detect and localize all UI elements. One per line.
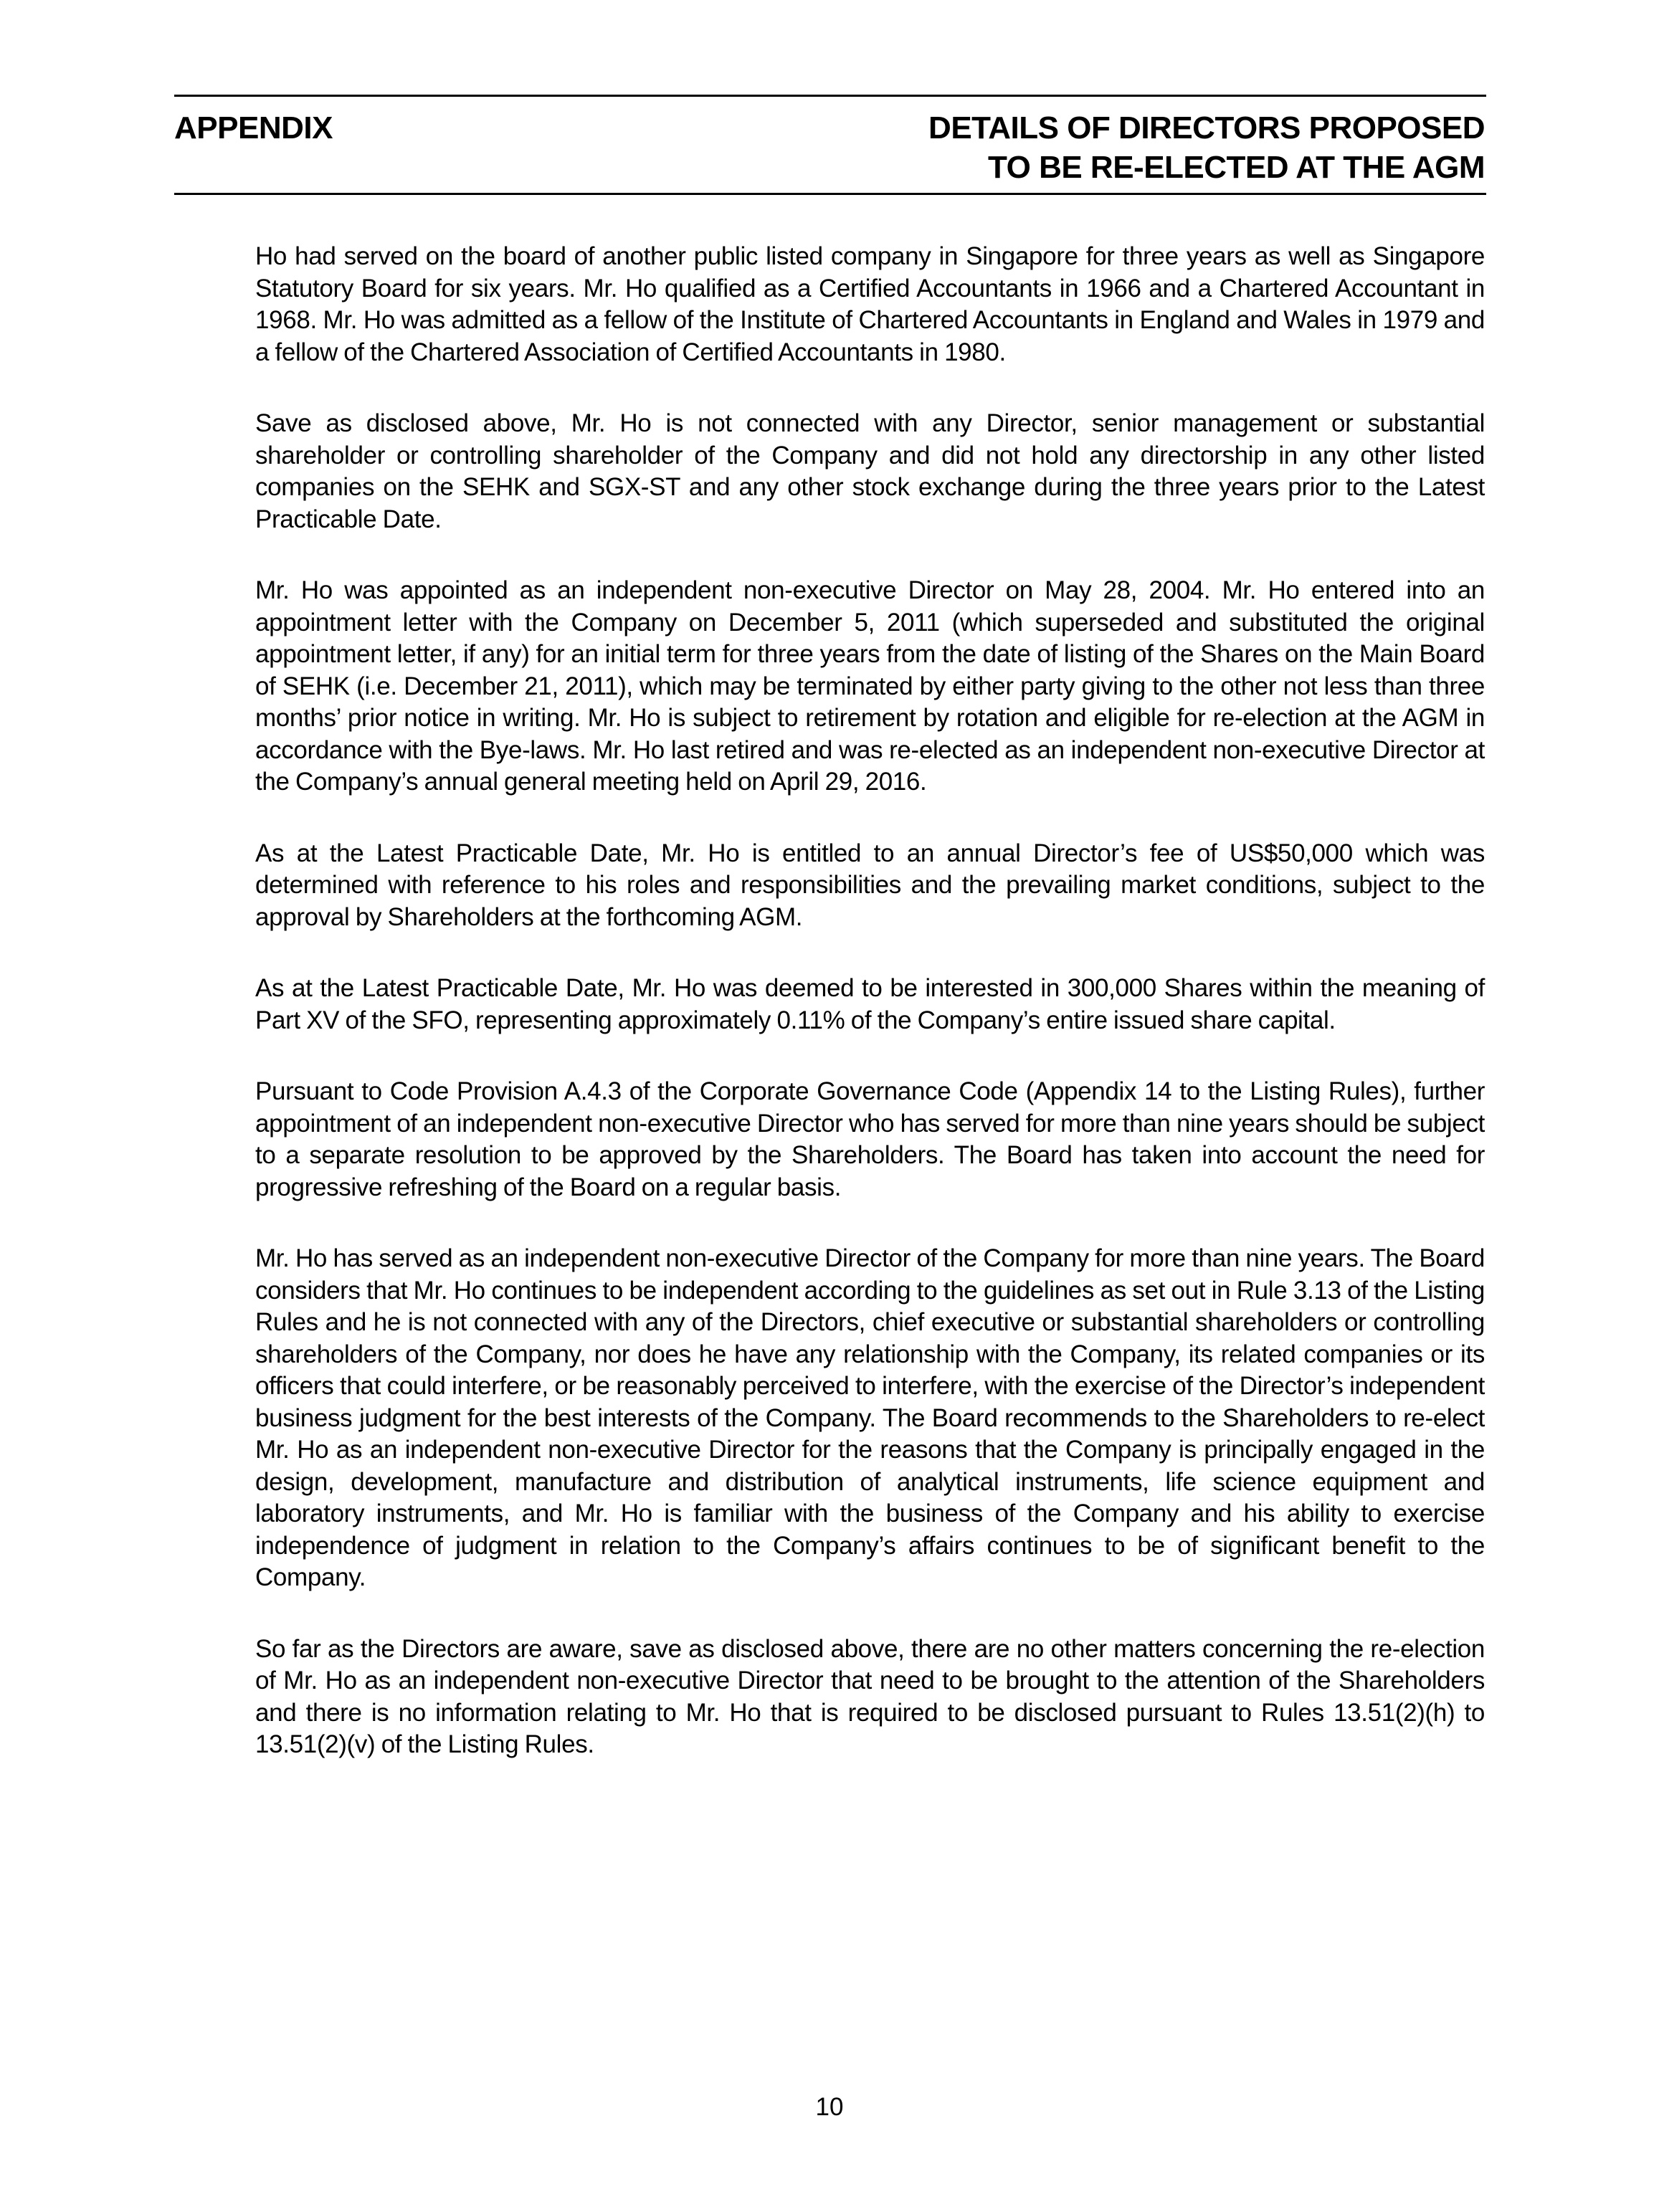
page-number: 10 bbox=[815, 2093, 844, 2121]
section-title-line-1: DETAILS OF DIRECTORS PROPOSED bbox=[928, 110, 1485, 146]
paragraph-connections-disclosure: Save as disclosed above, Mr. Ho is not connected with any Director, senior management or substantial shareholder or controlling shareholder of the Company and did not hold any directorship in any other listed companies on the SEHK and SGX-ST and any other stock exchange during the three years prior to the Latest Practicable Date. bbox=[255, 409, 1485, 533]
paragraph-independence-recommendation: Mr. Ho has served as an independent non-executive Director of the Company for more than nine years. The Board considers that Mr. Ho continues to be independent according to the guidelines as set out in Rule 3.13 of the Listing Rules and he is not connected with any of the Directors, chief executive or substantial shareholders or controlling shareholders of the Company, nor does he have any relationship with the Company, its related companies or its officers that could interfere, or be reasonably perceived to interfere, with the exercise of the Director’s independent business judgment for the best interests of the Company. The Board recommends to the Shareholders to re-elect Mr. Ho as an independent non-executive Director for the reasons that the Company is principally engaged in the design, development, manufacture and distribution of analytical instruments, life science equipment and laboratory instruments, and Mr. Ho is familiar with the business of the Company and his ability to exercise independence of judgment in relation to the Company’s affairs continues to be of significant benefit to the Company. bbox=[255, 1244, 1485, 1591]
paragraph-other-matters: So far as the Directors are aware, save as disclosed above, there are no other matters concerning the re-election of Mr. Ho as an independent non-executive Director that need to be brought to the attention of the Shareholders and there is no information relating to Mr. Ho that is required to be disclosed pursuant to Rules 13.51(2)(h) to 13.51(2)(v) of the Listing Rules. bbox=[255, 1634, 1485, 1758]
paragraph-prior-experience: Ho had served on the board of another public listed company in Singapore for three years as well as Singapore Statutory Board for six years. Mr. Ho qualified as a Certified Accountants in 1966 and a Chartered Accountant in 1968. Mr. Ho was admitted as a fellow of the Institute of Chartered Accountants in England and Wales in 1979 and a fellow of the Chartered Association of Certified Accountants in 1980. bbox=[255, 242, 1485, 366]
section-title bbox=[928, 108, 1485, 187]
paragraph-appointment-terms: Mr. Ho was appointed as an independent non-executive Director on May 28, 2004. Mr. Ho entered into an appointment letter with the Company on December 5, 2011 (which superseded and substituted the original appointment letter, if any) for an initial term for three years from the date of listing of the Shares on the Main Board of SEHK (i.e. December 21, 2011), which may be terminated by either party giving to the other not less than three months’ prior notice in writing. Mr. Ho is subject to retirement by rotation and eligible for re-election at the AGM in accordance with the Bye-laws. Mr. Ho last retired and was re-elected as an independent non-executive Director at the Company’s annual general meeting held on April 29, 2016. bbox=[255, 576, 1485, 796]
paragraph-director-fee: As at the Latest Practicable Date, Mr. Ho is entitled to an annual Director’s fee of US$50,000 which was determined with reference to his roles and responsibilities and the prevailing market conditions, subject to the approval by Shareholders at the forthcoming AGM. bbox=[255, 839, 1485, 931]
document-body bbox=[255, 241, 1485, 1801]
section-title-line-2: TO BE RE-ELECTED AT THE AGM bbox=[988, 150, 1485, 185]
paragraph-share-interest: As at the Latest Practicable Date, Mr. Ho was deemed to be interested in 300,000 Shares within the meaning of Part XV of the SFO, representing approximately 0.11% of the Company’s entire issued share capital. bbox=[255, 974, 1485, 1034]
section-label: APPENDIX bbox=[174, 110, 333, 146]
page-header bbox=[174, 95, 1486, 195]
paragraph-governance-code: Pursuant to Code Provision A.4.3 of the Corporate Governance Code (Appendix 14 to the Listing Rules), further appointment of an independent non-executive Director who has served for more than nine years should be subject to a separate resolution to be approved by the Shareholders. The Board has taken into account the need for progressive refreshing of the Board on a regular basis. bbox=[255, 1077, 1485, 1201]
